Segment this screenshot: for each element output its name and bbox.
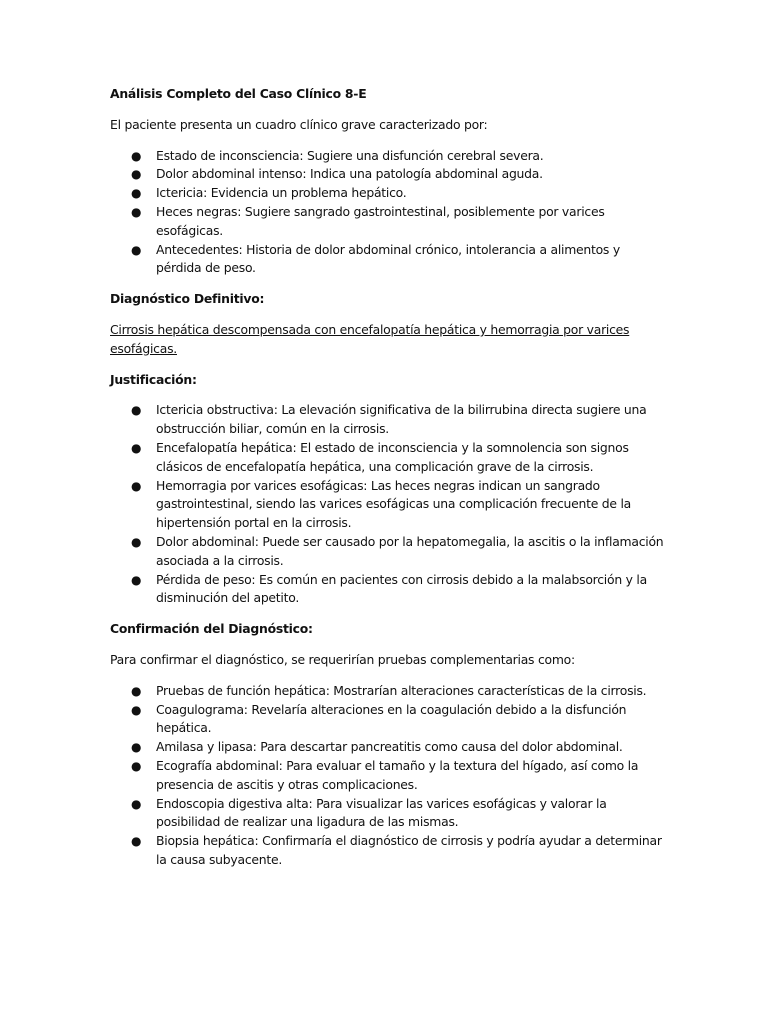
justification-heading: Justificación: [110,371,197,387]
bullet-dot-icon: ● [131,534,142,549]
bullet-dot-icon: ● [131,204,142,219]
list-item: ● Endoscopia digestiva alta: Para visualizar las varices esofágicas y valorar la posibilidad de realizar una ligadura de las mismas. [131,795,607,830]
list-item: ● Amilasa y lipasa: Para descartar pancreatitis como causa del dolor abdominal. [110,738,668,757]
list-item: ● Encefalopatía hepática: El estado de inconsciencia y la somnolencia son signos clásicos de encefalopatía hepática, una complicación grave de la cirrosis. [131,439,629,474]
bullet-dot-icon: ● [131,740,142,755]
list-item: ● Heces negras: Sugiere sangrado gastrointestinal, posiblemente por varices esofágicas. [131,203,605,238]
list-item: ● Ecografía abdominal: Para evaluar el tamaño y la textura del hígado, así como la presencia de ascitis y otras complicaciones. [131,757,639,792]
list-item: ● Dolor abdominal intenso: Indica una patología abdominal aguda. [110,165,668,184]
list-item: ● Estado de inconsciencia: Sugiere una disfunción cerebral severa. [110,147,668,166]
intro-paragraph: El paciente presenta un cuadro clínico grave caracterizado por: [110,116,488,132]
bullet-dot-icon: ● [131,186,142,201]
bullet-dot-icon: ● [131,403,142,418]
bullet-dot-icon: ● [131,440,142,455]
bullet-dot-icon: ● [131,702,142,717]
list-item: ● Pérdida de peso: Es común en pacientes con cirrosis debido a la malabsorción y la disminución del apetito. [131,571,647,606]
list-item: ● Dolor abdominal: Puede ser causado por la hepatomegalia, la ascitis o la inflamación asociada a la cirrosis. [131,533,664,568]
bullet-dot-icon: ● [131,167,142,182]
list-item: ● Ictericia: Evidencia un problema hepático. [110,184,668,203]
list-item: ● Hemorragia por varices esofágicas: Las heces negras indican un sangrado gastrointestinal, siendo las varices esofágicas una complicación frecuente de la hipertensión portal en la cirrosis. [131,477,631,531]
confirmation-heading: Confirmación del Diagnóstico: [110,621,313,637]
bullet-dot-icon: ● [131,148,142,163]
bullet-dot-icon: ● [131,758,142,773]
symptoms-list [110,147,668,279]
bullet-dot-icon: ● [131,683,142,698]
bullet-dot-icon: ● [131,834,142,849]
tests-list [110,682,668,870]
diagnosis-text: Cirrosis hepática descompensada con encefalopatía hepática y hemorragia por varices esofágicas. [110,321,630,356]
bullet-dot-icon: ● [131,478,142,493]
justification-list [110,401,668,608]
confirmation-intro: Para confirmar el diagnóstico, se requerirían pruebas complementarias como: [110,651,575,667]
bullet-dot-icon: ● [131,796,142,811]
list-item: ● Coagulograma: Revelaría alteraciones en la coagulación debido a la disfunción hepática. [131,701,627,736]
list-item: ● Ictericia obstructiva: La elevación significativa de la bilirrubina directa sugiere una obstrucción biliar, común en la cirrosis. [131,402,647,437]
list-item: ● Biopsia hepática: Confirmaría el diagnóstico de cirrosis y podría ayudar a determinar la causa subyacente. [131,833,662,867]
bullet-dot-icon: ● [131,242,142,257]
list-item: ● Pruebas de función hepática: Mostrarían alteraciones características de la cirrosis. [110,682,668,701]
list-item: ● Antecedentes: Historia de dolor abdominal crónico, intolerancia a alimentos y pérdida de peso. [131,241,620,276]
diagnosis-heading: Diagnóstico Definitivo: [110,291,265,307]
document-title: Análisis Completo del Caso Clínico 8-E [110,86,367,101]
bullet-dot-icon: ● [131,572,142,587]
